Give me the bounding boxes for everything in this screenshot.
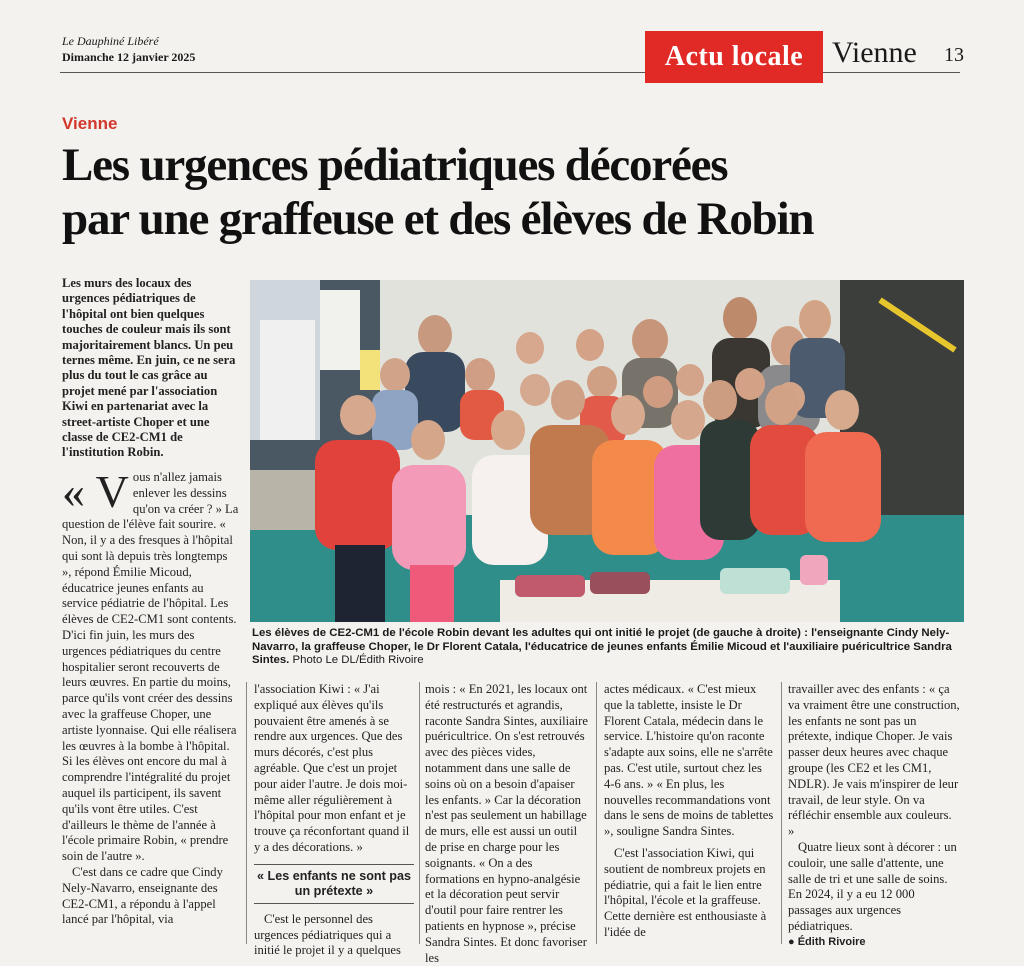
article-kicker: Vienne	[62, 114, 118, 133]
article-column-4	[604, 682, 774, 941]
paragraph: C'est dans ce cadre que Cindy Nely-Navarro, enseignante des CE2-CM1, a répondu à l'appel lancé par l'hôpital, via	[62, 864, 223, 927]
class-group-photo	[250, 280, 964, 622]
headline-line-1: Les urgences pédiatriques décorées	[62, 139, 728, 191]
article-intro: Les murs des locaux des urgences pédiatriques de l'hôpital ont bien quelques touches de couleur mais ils sont majoritairement blancs. Un peu ternes même. En juin, ce ne sera plus du tout le cas grâce au projet mené par l'association Kiwi en partenariat avec la street-artiste Choper et une classe de CE2-CM1 de l'institution Robin.	[62, 276, 236, 460]
paragraph: Quatre lieux sont à décorer : un couloir, une salle d'attente, une salle de tri et une salle de soins. En 2024, il y a eu 12 000 passages aux urgences pédiatriques.	[788, 839, 957, 933]
column-divider	[596, 682, 597, 944]
page-number: 13	[944, 44, 964, 66]
paragraph: ous n'allez jamais enlever les dessins qu'on va créer ? » La question de l'élève fait sourire. « Non, il y a des fresques à l'hôpital qui sont là depuis très longtemps », répond Émilie Micoud, éducatrice jeunes enfants au service pédiatrie de l'hôpital. Les élèves de CE2-CM1 sont contents. D'ici fin juin, les murs des urgences pédiatriques du centre hospitalier seront recouverts de leurs œuvres. En partie du moins, parce qu'ils vont créer des dessins avec la graffeuse Choper, une artiste lyonnaise. Qui elle réalisera les œuvres à la bombe à l'hôpital. Si les élèves ont encore du mal à comprendre l'intégralité du projet auquel ils participent, ils savent qu'ils vont être utiles. C'est d'ailleurs le thème de l'année à l'école primaire Robin, « prendre soin de l'autre ».	[62, 470, 239, 864]
paragraph: l'association Kiwi : « J'ai expliqué aux élèves qu'ils pouvaient être amenés à se rendre aux urgences. Que des murs décorés, c'est plus agréable. Que c'est un projet pour aider l'autre. Je dois moi-même aller régulièrement à l'hôpital pour mon enfant et je trouve ça réconfortant quand il y a des décorations. »	[254, 682, 410, 854]
issue-date: Dimanche 12 janvier 2025	[62, 50, 196, 64]
photo-credit: Photo Le DL/Édith Rivoire	[292, 654, 424, 667]
paragraph: C'est l'association Kiwi, qui soutient de nombreux projets en pédiatrie, qui a fait le lien entre l'hôpital, l'école et la graffeuse. Cette dernière est enthousiaste à l'idée de	[604, 845, 767, 939]
paragraph: C'est le personnel des urgences pédiatriques qui a initié le projet il y a quelques	[254, 911, 401, 958]
article-subhead: « Les enfants ne sont pas un prétexte »	[254, 864, 414, 904]
article-byline: ● Édith Rivoire	[788, 935, 866, 948]
section-badge: Actu locale	[645, 31, 823, 83]
photo-caption	[252, 627, 964, 668]
article-column-3	[425, 682, 588, 966]
article-column-5	[788, 682, 960, 951]
paragraph: travailler avec des enfants : « ça va vraiment être une construction, les enfants ne sont pas un prétexte, indique Choper. Je vais passer deux heures avec chaque groupe (les CE2 et les CM1, NDLR). Je vais m'inspirer de leur travail, de leur style. On va réfléchir ensemble aux couleurs. »	[788, 682, 960, 839]
article-headline	[62, 138, 972, 246]
caption-text: Les élèves de CE2-CM1 de l'école Robin devant les adultes qui ont initié le projet (de gauche à droite) : l'enseignante Cindy Nely-Navarro, la graffeuse Choper, le Dr Florent Catala, l'éducatrice de jeunes enfants Émilie Micoud et l'auxiliaire puéricultrice Sandra Sintes.	[252, 627, 952, 667]
column-divider	[419, 682, 420, 944]
newspaper-name: Le Dauphiné Libéré	[62, 34, 159, 48]
headline-line-2: par une graffeuse et des élèves de Robin	[62, 193, 814, 245]
column-divider	[246, 682, 247, 944]
drop-quote: « V	[62, 466, 129, 517]
paragraph: mois : « En 2021, les locaux ont été restructurés et agrandis, raconte Sandra Sintes, auxiliaire puéricultrice. On s'est retrouvés avec des pièces vides, notamment dans une salle de soins où on a besoin d'apaiser les enfants. » Car la décoration n'est pas seulement un habillage de murs, elle est aussi un outil de prise en charge pour les soignants. « On a des formations en hypno-analgésie et la décoration peut servir d'outil pour faire rentrer les patients en hypnose », précise Sandra Sintes. Et donc favoriser les	[425, 682, 588, 965]
paragraph: actes médicaux. « C'est mieux que la tablette, insiste le Dr Florent Catala, médecin dans le service. L'histoire qu'on raconte s'adapte aux soins, elle ne s'arrête pas. C'est utile, surtout chez les 4-6 ans. » « En plus, les nouvelles recommandations vont dans le sens de moins de tablettes », souligne Sandra Sintes.	[604, 682, 774, 839]
header-rule	[60, 72, 960, 73]
article-photo	[250, 280, 964, 622]
article-column-2	[254, 682, 414, 959]
column-divider	[781, 682, 782, 944]
article-column-1	[62, 466, 240, 928]
section-city: Vienne	[832, 36, 917, 69]
